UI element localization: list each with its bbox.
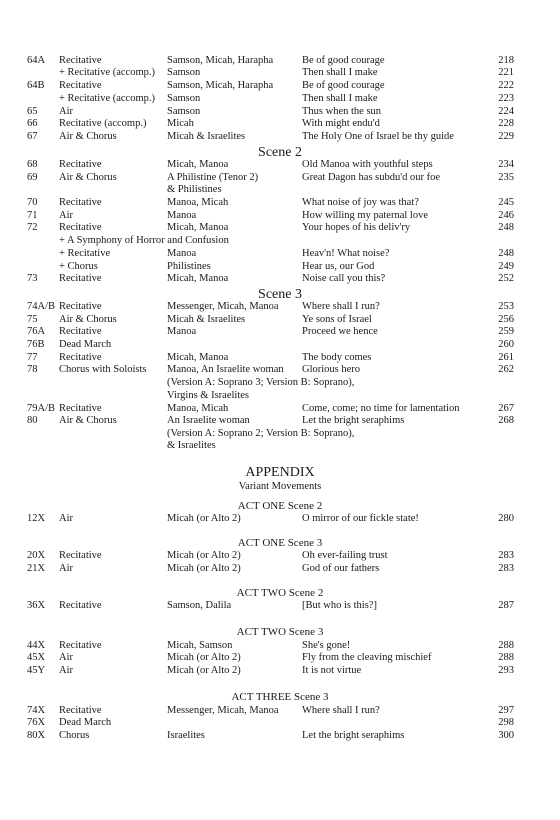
movement-type: Recitative [59, 301, 102, 312]
contents-row [0, 665, 560, 677]
movement-number: 21X [27, 563, 46, 574]
movement-type: Dead March [59, 717, 112, 728]
movement-number: 36X [27, 600, 46, 611]
page-number: 235 [498, 172, 514, 183]
contents-row [0, 730, 560, 742]
movement-incipit: Where shall I run? [302, 301, 380, 312]
movement-type: + Chorus [59, 261, 98, 272]
movement-incipit: The Holy One of Israel be thy guide [302, 131, 454, 142]
movement-number: 66 [27, 118, 38, 129]
movement-number: 79A/B [27, 403, 56, 414]
page-number: 288 [498, 652, 514, 663]
contents-row [0, 513, 560, 525]
scene-heading: Scene 3 [258, 287, 302, 302]
movement-voices: Micah (or Alto 2) [167, 513, 241, 524]
contents-row [0, 118, 560, 130]
movement-voices: Micah (or Alto 2) [167, 665, 241, 676]
scene-heading: Scene 2 [258, 145, 302, 160]
act-scene-heading: ACT ONE Scene 2 [237, 500, 323, 512]
movement-type: Air [59, 665, 73, 676]
page-number: 222 [498, 80, 514, 91]
movement-type: Chorus [59, 730, 90, 741]
contents-row [0, 248, 560, 260]
movement-voices: Philistines [167, 261, 211, 272]
movement-voices: Micah & Israelites [167, 131, 246, 142]
movement-type: Recitative [59, 352, 102, 363]
movement-number: 73 [27, 273, 38, 284]
page-number: 287 [498, 600, 514, 611]
movement-incipit: It is not virtue [302, 665, 362, 676]
movement-incipit: Great Dagon has subdu'd our foe [302, 172, 441, 183]
movement-type: Air [59, 106, 73, 117]
appendix-subtitle: Variant Movements [238, 481, 322, 492]
movement-incipit: Noise call you this? [302, 273, 386, 284]
page-number: 253 [498, 301, 514, 312]
contents-row [0, 80, 560, 92]
contents-row [0, 600, 560, 612]
movement-type: Air [59, 210, 73, 221]
page-number: 234 [498, 159, 514, 170]
movement-type: Dead March [59, 339, 112, 350]
page-number: 248 [498, 222, 514, 233]
movement-voices: & Philistines [167, 184, 222, 195]
movement-voices: Samson, Micah, Harapha [167, 55, 274, 66]
contents-row [0, 440, 560, 452]
movement-voices: Samson [167, 106, 201, 117]
movement-type: Air & Chorus [59, 314, 117, 325]
contents-row [0, 273, 560, 285]
appendix-heading: APPENDIX [245, 465, 315, 480]
movement-incipit: Let the bright seraphims [302, 730, 405, 741]
movement-type: Air & Chorus [59, 415, 117, 426]
contents-row [0, 339, 560, 351]
movement-incipit: How willing my paternal love [302, 210, 428, 221]
movement-voices: Manoa [167, 248, 197, 259]
act-scene-heading: ACT TWO Scene 3 [236, 626, 324, 638]
movement-voices: Samson, Dalila [167, 600, 232, 611]
movement-type: Air & Chorus [59, 131, 117, 142]
contents-row [0, 390, 560, 402]
page-number: 293 [498, 665, 514, 676]
contents-row [0, 197, 560, 209]
movement-incipit: Let the bright seraphims [302, 415, 405, 426]
contents-row [0, 717, 560, 729]
movement-incipit: Hear us, our God [302, 261, 375, 272]
movement-number: 64B [27, 80, 45, 91]
page-number: 249 [498, 261, 514, 272]
movement-incipit: Oh ever-failing trust [302, 550, 388, 561]
contents-row [0, 352, 560, 364]
contents-row [0, 314, 560, 326]
movement-incipit: Then shall I make [302, 93, 378, 104]
movement-voices: (Version A: Soprano 3; Version B: Soprano), [167, 377, 355, 388]
movement-voices: Messenger, Micah, Manoa [167, 705, 279, 716]
movement-type: Air [59, 563, 73, 574]
contents-row [0, 705, 560, 717]
movement-number: 68 [27, 159, 38, 170]
movement-number: 70 [27, 197, 38, 208]
movement-incipit: With might endu'd [302, 118, 380, 129]
page-number: 261 [498, 352, 514, 363]
contents-row [0, 235, 560, 247]
movement-voices: Messenger, Micah, Manoa [167, 301, 279, 312]
movement-voices: Samson, Micah, Harapha [167, 80, 274, 91]
movement-incipit: Glorious hero [302, 364, 361, 375]
movement-number: 77 [27, 352, 38, 363]
contents-row [0, 172, 560, 184]
movement-incipit: Old Manoa with youthful steps [302, 159, 433, 170]
movement-type: Recitative [59, 403, 102, 414]
movement-voices: Micah [167, 118, 194, 129]
movement-incipit: Where shall I run? [302, 705, 380, 716]
movement-incipit: O mirror of our fickle state! [302, 513, 419, 524]
movement-voices: Micah, Manoa [167, 159, 229, 170]
page-number: 283 [498, 550, 514, 561]
page-number: 267 [498, 403, 514, 414]
contents-row [0, 415, 560, 427]
movement-voices: Samson [167, 67, 201, 78]
movement-voices: Israelites [167, 730, 205, 741]
page-number: 248 [498, 248, 514, 259]
movement-number: 78 [27, 364, 38, 375]
movement-voices: Micah, Samson [167, 640, 233, 651]
movement-voices: & Israelites [167, 440, 216, 451]
page-number: 256 [498, 314, 514, 325]
movement-incipit: [But who is this?] [302, 600, 377, 611]
movement-incipit: Be of good courage [302, 55, 385, 66]
movement-type: Chorus with Soloists [59, 364, 147, 375]
movement-type: Recitative [59, 80, 102, 91]
page-number: 223 [498, 93, 514, 104]
movement-incipit: Heav'n! What noise? [302, 248, 390, 259]
movement-voices: Micah, Manoa [167, 352, 229, 363]
movement-voices: Micah & Israelites [167, 314, 246, 325]
movement-voices: Virgins & Israelites [167, 390, 249, 401]
page-number: 300 [498, 730, 514, 741]
movement-incipit: Come, come; no time for lamentation [302, 403, 460, 414]
movement-number: 76A [27, 326, 46, 337]
page-number: 283 [498, 563, 514, 574]
page-number: 246 [498, 210, 514, 221]
page-number: 218 [498, 55, 514, 66]
movement-voices: Manoa, An Israelite woman [167, 364, 284, 375]
movement-type: Air [59, 513, 73, 524]
movement-voices: Micah (or Alto 2) [167, 550, 241, 561]
contents-row [0, 428, 560, 440]
page-number: 224 [498, 106, 514, 117]
movement-voices: Micah (or Alto 2) [167, 652, 241, 663]
movement-type: Recitative (accomp.) [59, 118, 147, 129]
movement-type: Air & Chorus [59, 172, 117, 183]
movement-incipit: Proceed we hence [302, 326, 378, 337]
movement-incipit: What noise of joy was that? [302, 197, 419, 208]
movement-incipit: She's gone! [302, 640, 351, 651]
movement-number: 69 [27, 172, 38, 183]
movement-number: 80X [27, 730, 46, 741]
movement-incipit: Ye sons of Israel [302, 314, 372, 325]
movement-incipit: Be of good courage [302, 80, 385, 91]
movement-type: + Recitative (accomp.) [59, 67, 156, 78]
movement-number: 80 [27, 415, 38, 426]
movement-type: Recitative [59, 159, 102, 170]
movement-incipit: Your hopes of his deliv'ry [302, 222, 411, 233]
movement-number: 74A/B [27, 301, 56, 312]
contents-row [0, 159, 560, 171]
contents-row [0, 640, 560, 652]
page-number: 268 [498, 415, 514, 426]
act-scene-heading: ACT ONE Scene 3 [237, 537, 323, 549]
movement-number: 12X [27, 513, 46, 524]
movement-voices: Samson [167, 93, 201, 104]
contents-row [0, 210, 560, 222]
contents-row [0, 67, 560, 79]
movement-type: Recitative [59, 326, 102, 337]
movement-number: 67 [27, 131, 38, 142]
movement-voices: Micah, Manoa [167, 273, 229, 284]
movement-incipit: Then shall I make [302, 67, 378, 78]
movement-voices: Micah (or Alto 2) [167, 563, 241, 574]
movement-type: Recitative [59, 600, 102, 611]
movement-type: Air [59, 652, 73, 663]
movement-incipit: God of our fathers [302, 563, 380, 574]
movement-type: Recitative [59, 705, 102, 716]
page-number: 221 [498, 67, 514, 78]
contents-row [0, 550, 560, 562]
contents-row [0, 184, 560, 196]
movement-voices: A Philistine (Tenor 2) [167, 172, 259, 183]
contents-row [0, 563, 560, 575]
movement-number: 72 [27, 222, 38, 233]
movement-number: 74X [27, 705, 46, 716]
act-scene-heading: ACT THREE Scene 3 [231, 691, 329, 703]
movement-type: Recitative [59, 640, 102, 651]
contents-row [0, 301, 560, 313]
movement-type: Recitative [59, 197, 102, 208]
page-number: 252 [498, 273, 514, 284]
movement-number: 76B [27, 339, 45, 350]
page-number: 280 [498, 513, 514, 524]
movement-number: 20X [27, 550, 46, 561]
movement-voices: Manoa [167, 326, 197, 337]
movement-type: + Recitative [59, 248, 111, 259]
page-number: 245 [498, 197, 514, 208]
contents-row [0, 55, 560, 67]
contents-row [0, 326, 560, 338]
movement-type: Recitative [59, 273, 102, 284]
page-number: 228 [498, 118, 514, 129]
page-number: 259 [498, 326, 514, 337]
movement-number: 45X [27, 652, 46, 663]
movement-type: + Recitative (accomp.) [59, 93, 156, 104]
movement-type: Recitative [59, 222, 102, 233]
movement-incipit: The body comes [302, 352, 372, 363]
contents-row [0, 131, 560, 143]
movement-number: 45Y [27, 665, 46, 676]
contents-row [0, 364, 560, 376]
page-number: 288 [498, 640, 514, 651]
contents-row [0, 222, 560, 234]
contents-row [0, 261, 560, 273]
contents-row [0, 106, 560, 118]
movement-number: 65 [27, 106, 38, 117]
page-number: 298 [498, 717, 514, 728]
page-number: 262 [498, 364, 514, 375]
contents-row [0, 93, 560, 105]
movement-incipit: Fly from the cleaving mischief [302, 652, 432, 663]
page-number: 229 [498, 131, 514, 142]
movement-number: 71 [27, 210, 38, 221]
movement-voices: An Israelite woman [167, 415, 250, 426]
act-scene-heading: ACT TWO Scene 2 [236, 587, 324, 599]
movement-voices: (Version A: Soprano 2; Version B: Soprano), [167, 428, 355, 439]
movement-incipit: Thus when the sun [302, 106, 382, 117]
contents-row [0, 652, 560, 664]
movement-voices: Micah, Manoa [167, 222, 229, 233]
movement-type: Recitative [59, 55, 102, 66]
contents-row [0, 403, 560, 415]
movement-number: 64A [27, 55, 46, 66]
movement-voices: Manoa [167, 210, 197, 221]
movement-number: 44X [27, 640, 46, 651]
movement-voices: Manoa, Micah [167, 197, 229, 208]
movement-number: 75 [27, 314, 38, 325]
movement-type: + A Symphony of Horror and Confusion [59, 235, 229, 246]
movement-type: Recitative [59, 550, 102, 561]
page-number: 260 [498, 339, 514, 350]
movement-number: 76X [27, 717, 46, 728]
contents-row [0, 377, 560, 389]
movement-voices: Manoa, Micah [167, 403, 229, 414]
page-number: 297 [498, 705, 514, 716]
